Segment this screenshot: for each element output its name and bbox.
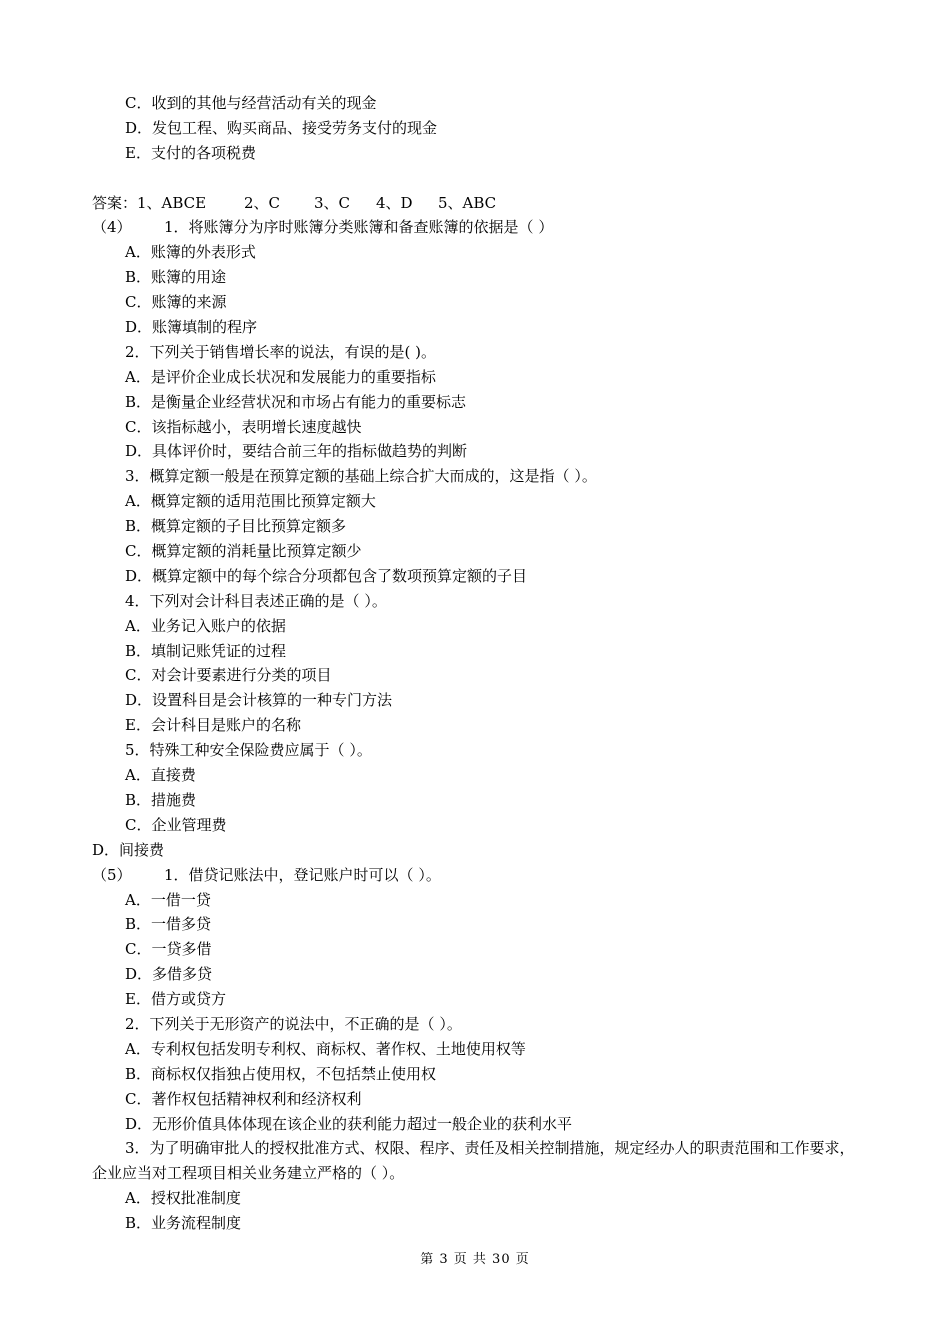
option-line: B．是衡量企业经营状况和市场占有能力的重要标志	[125, 392, 467, 411]
option-line: C．一贷多借	[125, 940, 212, 959]
section-label: （5）	[92, 865, 132, 884]
answer-3: 3、C	[314, 193, 351, 212]
option-line: D．账簿填制的程序	[125, 318, 258, 337]
option-line: C．概算定额的消耗量比预算定额少	[125, 542, 362, 561]
option-line: C．收到的其他与经营活动有关的现金	[125, 94, 377, 112]
blank-line	[92, 166, 858, 191]
option-line: A．概算定额的适用范围比预算定额大	[125, 492, 376, 511]
answer-4: 4、D	[376, 193, 413, 212]
option-line: B．业务流程制度	[125, 1214, 242, 1233]
option-line: C．著作权包括精神权利和经济权利	[125, 1089, 362, 1108]
option-line: A．业务记入账户的依据	[125, 616, 286, 635]
section-label: （4）	[92, 218, 132, 237]
option-line: B．措施费	[125, 790, 197, 809]
question-line: 2．下列关于无形资产的说法中，不正确的是（ ）。	[125, 1014, 462, 1033]
option-line: B．商标权仅指独占使用权，不包括禁止使用权	[125, 1064, 437, 1083]
option-line: E．支付的各项税费	[125, 143, 256, 162]
question-line: 2．下列关于销售增长率的说法，有误的是( )。	[125, 342, 437, 361]
option-line: E．会计科目是账户的名称	[125, 716, 301, 735]
option-line: C．该指标越小，表明增长速度越快	[125, 417, 362, 436]
option-line: B．填制记账凭证的过程	[125, 641, 287, 660]
page-content	[92, 91, 858, 1236]
option-line: A．直接费	[125, 766, 196, 785]
option-line: A．专利权包括发明专利权、商标权、著作权、土地使用权等	[125, 1039, 526, 1058]
option-line: C．对会计要素进行分类的项目	[125, 666, 332, 685]
question-line: 5．特殊工种安全保险费应属于（ ）。	[125, 741, 372, 760]
question-line: 1．借贷记账法中，登记账户时可以（ ）。	[164, 865, 441, 884]
question-line: 1．将账簿分为序时账簿分类账簿和备查账簿的依据是（ ）	[164, 218, 554, 237]
option-line: D．间接费	[92, 840, 165, 859]
section-4-header	[92, 215, 858, 240]
option-line: D．发包工程、购买商品、接受劳务支付的现金	[125, 118, 438, 137]
answer-5: 5、ABC	[438, 193, 497, 212]
option-line: D．设置科目是会计核算的一种专门方法	[125, 691, 393, 710]
option-line: D．多借多贷	[125, 965, 213, 984]
option-line: A．授权批准制度	[125, 1189, 241, 1208]
option-line: C．企业管理费	[125, 815, 227, 834]
option-line: B．概算定额的子目比预算定额多	[125, 517, 347, 536]
question-line: 3．概算定额一般是在预算定额的基础上综合扩大而成的，这是指（ ）。	[125, 467, 597, 486]
option-line: B．账簿的用途	[125, 268, 227, 287]
option-line: A．一借一贷	[125, 890, 211, 909]
option-line: A．账簿的外表形式	[125, 243, 256, 262]
question-line: 3．为了明确审批人的授权批准方式、权限、程序、责任及相关控制措施，规定经办人的职责范围和工作要求，企业应当对工程项目相关业务建立严格的（ ）。	[92, 1139, 855, 1183]
question-line: 4．下列对会计科目表述正确的是（ ）。	[125, 591, 387, 610]
answer-line	[92, 191, 858, 216]
option-line: C．账簿的来源	[125, 293, 227, 312]
page-footer: 第 3 页 共 30 页	[420, 1252, 530, 1267]
option-line: D．具体评价时，要结合前三年的指标做趋势的判断	[125, 442, 468, 461]
option-line: B．一借多贷	[125, 915, 212, 934]
option-line: E．借方或贷方	[125, 990, 226, 1009]
option-line: D．概算定额中的每个综合分项都包含了数项预算定额的子目	[125, 566, 528, 585]
option-line: D．无形价值具体体现在该企业的获利能力超过一般企业的获利水平	[125, 1114, 573, 1133]
option-line: A．是评价企业成长状况和发展能力的重要指标	[125, 367, 436, 386]
section-5-header	[92, 863, 858, 888]
answer-2: 2、C	[244, 193, 281, 212]
answer-1: 答案：1、ABCE	[92, 193, 207, 212]
